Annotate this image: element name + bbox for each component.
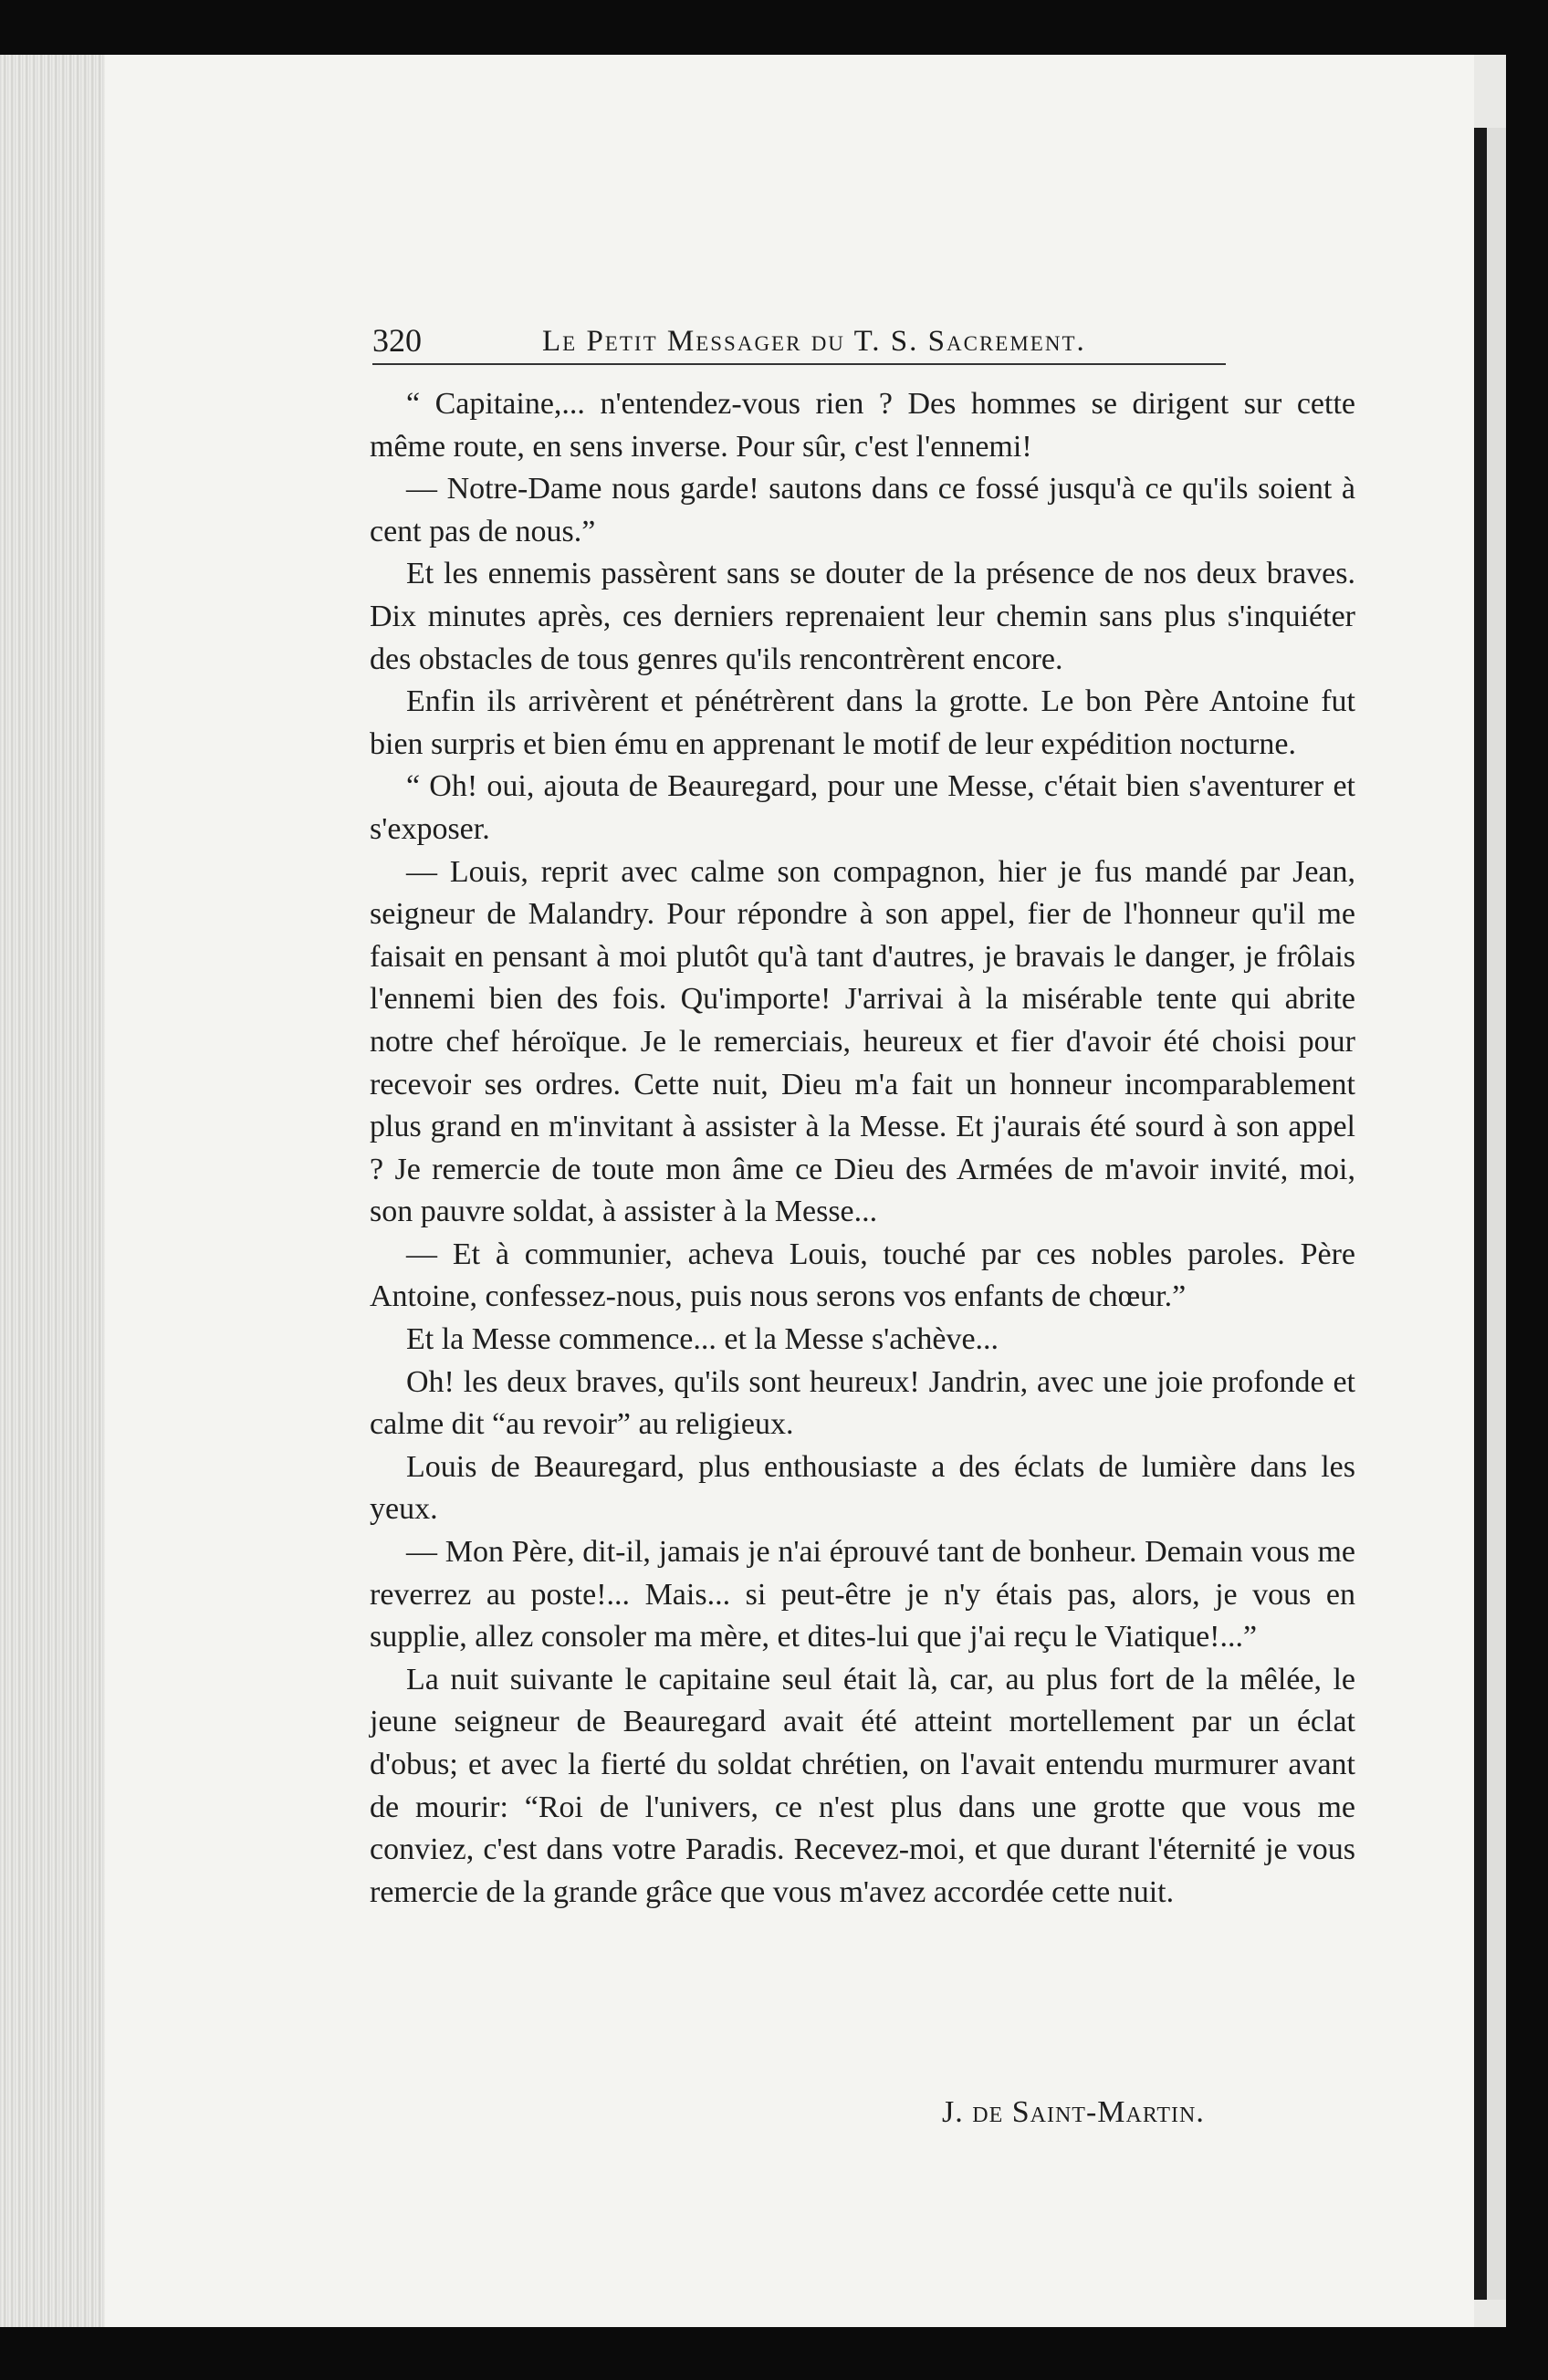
paragraph: Louis de Beauregard, plus enthousiaste a des éclats de lumière dans les yeux. bbox=[370, 1449, 1355, 1527]
paragraph: Et les ennemis passèrent sans se douter de la présence de nos deux braves. Dix minutes après, ces derniers reprenaient leur chemin sans plus s'inquiéter des obstacles de tous genres qu'ils rencontrèrent encore. bbox=[370, 557, 1355, 676]
paragraph: Oh! les deux braves, qu'ils sont heureux! Jandrin, avec une joie profonde et calme dit “au revoir” au religieux. bbox=[370, 1364, 1355, 1442]
paragraph: Enfin ils arrivèrent et pénétrèrent dans la grotte. Le bon Père Antoine fut bien surpris et bien ému en apprenant le motif de leur expédition nocturne. bbox=[370, 684, 1355, 761]
paragraph: Et la Messe commence... et la Messe s'achève... bbox=[406, 1322, 999, 1357]
page-number: 320 bbox=[372, 322, 422, 359]
author-signature: J. de Saint-Martin. bbox=[942, 2095, 1205, 2129]
paragraph: — Notre-Dame nous garde! sautons dans ce fossé jusqu'à ce qu'ils soient à cent pas de nous.” bbox=[370, 472, 1355, 548]
paragraph: “ Oh! oui, ajouta de Beauregard, pour une Messe, c'était bien s'aventurer et s'exposer. bbox=[370, 769, 1355, 846]
paragraph: — Et à communier, acheva Louis, touché par ces nobles paroles. Père Antoine, confessez-nous, puis nous serons vos enfants de chœur.” bbox=[370, 1237, 1355, 1314]
running-header bbox=[372, 312, 1226, 365]
gutter-shadow bbox=[1474, 128, 1487, 2300]
paragraph: — Louis, reprit avec calme son compagnon, hier je fus mandé par Jean, seigneur de Malandry. Pour répondre à son appel, fier de l'honneur qu'il me faisait en pensant à moi plutôt qu'à tant d'autres, je bravais le danger, je frôlais l'ennemi bien des fois. Qu'importe! J'arrivai à la misérable tente qui abrite notre chef héroïque. Je le remerciais, heureux et fier d'avoir été choisi pour recevoir ses ordres. Cette nuit, Dieu m'a fait un honneur incomparablement plus grand en m'invitant à assister à la Messe. Et j'aurais été sourd à son appel ? Je remercie de toute mon âme ce Dieu des Armées de m'avoir invité, moi, son pauvre soldat, à assister à la Messe... bbox=[370, 854, 1355, 1229]
paragraph: La nuit suivante le capitaine seul était là, car, au plus fort de la mêlée, le jeune seigneur de Beauregard avait été atteint mortellement par un éclat d'obus; et avec la fierté du soldat chrétien, on l'avait entendu murmurer avant de mourir: “Roi de l'univers, ce n'est plus dans une grotte que vous me conviez, c'est dans votre Paradis. Recevez-moi, et que durant l'éternité je vous remercie de la grande grâce que vous m'avez accordée cette nuit. bbox=[370, 1662, 1355, 1909]
paragraph: “ Capitaine,... n'entendez-vous rien ? Des hommes se dirigent sur cette même route, en sens inverse. Pour sûr, c'est l'ennemi! bbox=[370, 387, 1355, 464]
body-text bbox=[370, 383, 1355, 1914]
page-edges bbox=[0, 55, 107, 2327]
next-page-edge bbox=[1487, 128, 1506, 2300]
paragraph: — Mon Père, dit-il, jamais je n'ai éprouvé tant de bonheur. Demain vous me reverrez au poste!... Mais... si peut-être je n'y étais pas, alors, je vous en supplie, allez consoler ma mère, et dites-lui que j'ai reçu le Viatique!...” bbox=[370, 1535, 1355, 1655]
running-title: Le Petit Messager du T. S. Sacrement. bbox=[542, 325, 1086, 358]
